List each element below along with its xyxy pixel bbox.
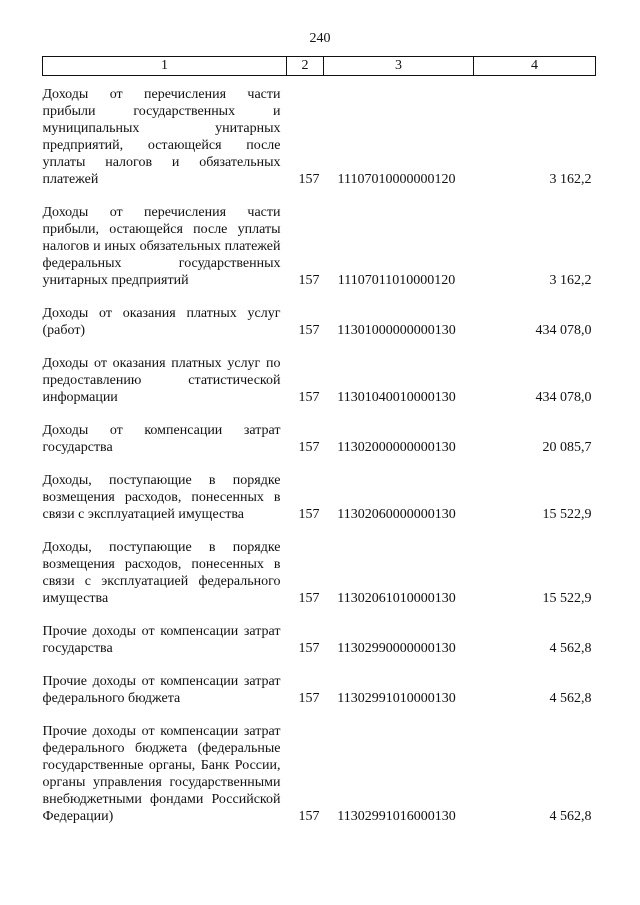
row-amount: 434 078,0: [535, 390, 592, 405]
table-row: [43, 76, 596, 189]
row-amount: 4 562,8: [549, 641, 592, 656]
row-budget-code: 11301000000000130: [337, 323, 456, 338]
row-admin-code: 157: [298, 591, 320, 606]
row-admin-code: 157: [298, 273, 320, 288]
header-col-3: 3: [324, 57, 474, 76]
row-admin-code: 157: [298, 507, 320, 522]
row-admin-code: 157: [298, 323, 320, 338]
row-amount: 20 085,7: [542, 440, 592, 455]
table-row: [43, 456, 596, 523]
page-number: 240: [309, 31, 331, 46]
row-name: Прочие доходы от компенсации затрат федерального бюджета (федеральные государственные органы, Банк России, органы управления государственными внебюджетными фондами Российской Федерации): [42, 724, 281, 824]
row-name: Доходы, поступающие в порядке возмещения расходов, понесенных в связи с эксплуатацией федерального имущества: [42, 540, 281, 606]
row-amount: 3 162,2: [549, 273, 592, 288]
row-amount: 3 162,2: [549, 172, 592, 187]
table-header: [43, 57, 596, 76]
row-amount: 434 078,0: [535, 323, 592, 338]
row-admin-code: 157: [298, 809, 320, 824]
row-budget-code: 11302061010000130: [337, 591, 456, 606]
table-body: [43, 76, 596, 826]
table-row: [43, 607, 596, 657]
row-budget-code: 11302991010000130: [337, 691, 456, 706]
row-admin-code: 157: [298, 641, 320, 656]
header-col-4: 4: [474, 57, 596, 76]
row-admin-code: 157: [298, 172, 320, 187]
table-row: [43, 657, 596, 707]
header-col-2: 2: [287, 57, 324, 76]
row-amount: 15 522,9: [542, 591, 592, 606]
table-row: [43, 289, 596, 339]
row-budget-code: 11302060000000130: [337, 507, 456, 522]
revenue-table: [42, 56, 596, 825]
row-name: Прочие доходы от компенсации затрат федерального бюджета: [42, 674, 281, 706]
header-col-1: 1: [43, 57, 287, 76]
table-row: [43, 406, 596, 456]
row-amount: 4 562,8: [549, 691, 592, 706]
table-row: [43, 523, 596, 607]
row-name: Доходы от перечисления части прибыли государственных и муниципальных унитарных предприятий, остающейся после уплаты налогов и обязательных платежей: [42, 87, 281, 187]
row-name: Доходы от оказания платных услуг по предоставлению статистической информации: [42, 356, 281, 405]
row-admin-code: 157: [298, 691, 320, 706]
row-amount: 15 522,9: [542, 507, 592, 522]
row-admin-code: 157: [298, 390, 320, 405]
row-budget-code: 11302991016000130: [337, 809, 456, 824]
row-budget-code: 11302000000000130: [337, 440, 456, 455]
row-budget-code: 11302990000000130: [337, 641, 456, 656]
row-budget-code: 11301040010000130: [337, 390, 456, 405]
row-admin-code: 157: [298, 440, 320, 455]
row-name: Доходы от перечисления части прибыли, остающейся после уплаты налогов и иных обязательных платежей федеральных государственных унитарных предприятий: [42, 205, 281, 288]
table-row: [43, 339, 596, 406]
row-budget-code: 11107010000000120: [337, 172, 456, 187]
row-name: Прочие доходы от компенсации затрат государства: [42, 624, 281, 656]
table-row: [43, 188, 596, 289]
row-name: Доходы, поступающие в порядке возмещения расходов, понесенных в связи с эксплуатацией имущества: [42, 473, 281, 522]
table-row: [43, 707, 596, 825]
row-name: Доходы от компенсации затрат государства: [42, 423, 281, 455]
row-name: Доходы от оказания платных услуг (работ): [42, 306, 281, 338]
row-budget-code: 11107011010000120: [337, 273, 456, 288]
row-amount: 4 562,8: [549, 809, 592, 824]
